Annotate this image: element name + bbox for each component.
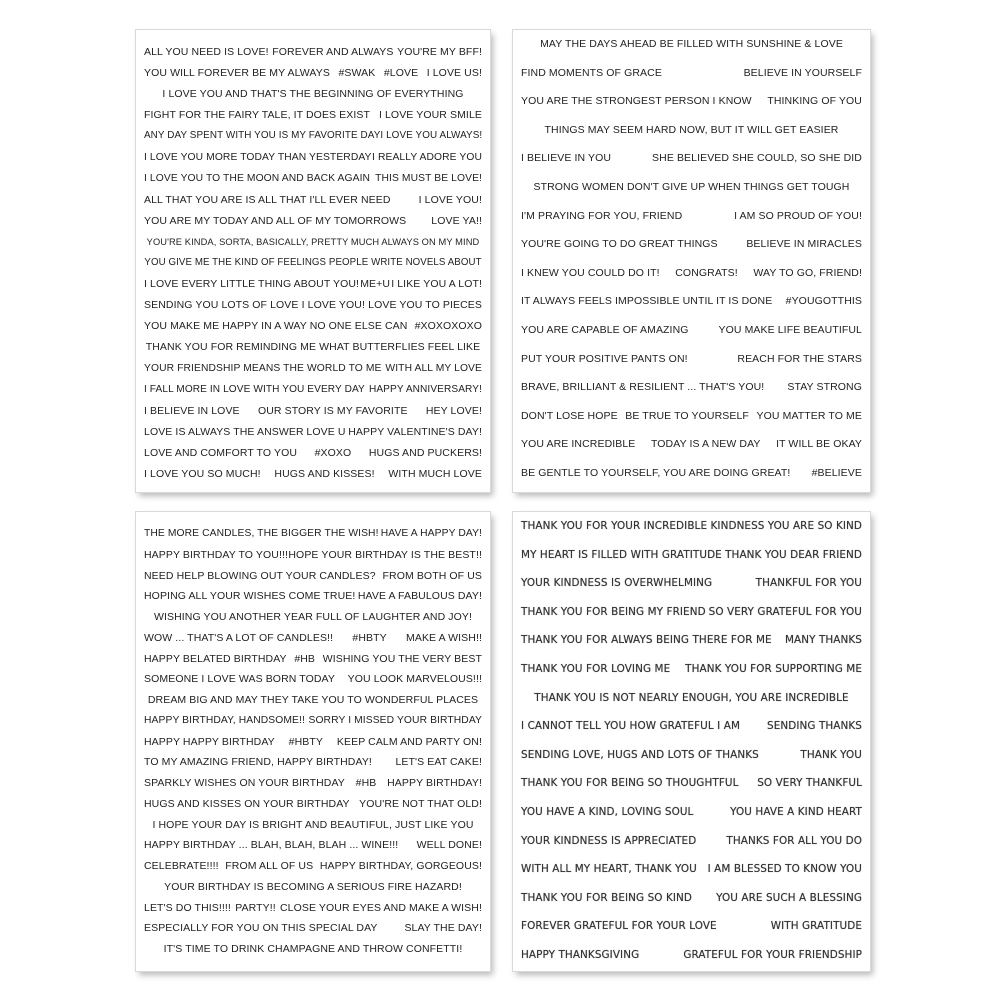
phrase-row — [144, 611, 482, 623]
phrase-row — [521, 124, 862, 136]
phrase-row — [521, 777, 862, 789]
phrase-list — [513, 512, 870, 971]
sticker-phrase: WITH ALL MY HEART, THANK YOU — [521, 863, 697, 876]
phrase-list — [513, 30, 870, 492]
sticker-phrase: I CANNOT TELL YOU HOW GRATEFUL I AM — [521, 720, 741, 733]
sticker-phrase: HAVE A HAPPY DAY! — [380, 528, 482, 539]
sticker-phrase: THANK YOU FOR BEING MY FRIEND — [521, 605, 706, 618]
phrase-row — [144, 860, 482, 872]
sticker-phrase: I LOVE YOU! — [418, 193, 482, 206]
phrase-row — [144, 528, 482, 540]
sticker-phrase: I FALL MORE IN LOVE WITH YOU EVERY DAY — [144, 383, 365, 395]
phrase-row — [521, 353, 862, 365]
sticker-phrase: YOUR BIRTHDAY IS BECOMING A SERIOUS FIRE HAZARD! — [164, 880, 462, 893]
sticker-phrase: WISHING YOU ANOTHER YEAR FULL OF LAUGHTER AND JOY! — [153, 611, 473, 623]
phrase-row — [144, 447, 482, 459]
sticker-phrase: SENDING YOU LOTS OF LOVE — [144, 299, 299, 312]
sticker-phrase: SO VERY THANKFUL — [757, 777, 862, 790]
phrase-row — [521, 267, 862, 279]
phrase-row — [521, 835, 862, 847]
sticker-phrase: #BELIEVE — [811, 467, 862, 479]
sticker-phrase: SPARKLY WISHES ON YOUR BIRTHDAY — [144, 777, 345, 789]
phrase-row — [144, 299, 482, 311]
phrase-row — [144, 236, 482, 248]
sticker-phrase: YOU MAKE ME HAPPY IN A WAY NO ONE ELSE CAN — [144, 320, 408, 333]
sticker-phrase: #HBTY — [288, 735, 324, 748]
sticker-phrase: LET'S EAT CAKE! — [395, 756, 482, 769]
sticker-phrase: ALL THAT YOU ARE IS ALL THAT I'LL EVER NEED — [144, 193, 391, 206]
sticker-phrase: I LOVE YOU SO MUCH! — [144, 468, 261, 480]
sticker-phrase: YOU ARE CAPABLE OF AMAZING — [521, 324, 689, 336]
phrase-row — [521, 806, 862, 818]
phrase-row — [144, 570, 482, 582]
sticker-phrase: I LOVE YOU AND THAT'S THE BEGINNING OF EVERYTHING — [162, 88, 464, 101]
sticker-phrase: HAPPY BIRTHDAY TO YOU!!! — [144, 548, 289, 561]
sticker-phrase: FIND MOMENTS OF GRACE — [521, 66, 662, 79]
phrase-row — [521, 467, 862, 479]
phrase-row — [521, 152, 862, 164]
sticker-phrase: STAY STRONG — [787, 381, 862, 394]
sticker-phrase: KEEP CALM AND PARTY ON! — [336, 735, 482, 748]
phrase-row — [144, 257, 482, 269]
sticker-phrase: MAY THE DAYS AHEAD BE FILLED WITH SUNSHINE & LOVE — [540, 38, 843, 50]
sticker-phrase: YOU LOOK MARVELOUS!!! — [347, 673, 482, 686]
phrase-row — [144, 363, 482, 375]
phrase-row — [144, 341, 482, 353]
sticker-phrase: SOMEONE I LOVE WAS BORN TODAY — [144, 673, 335, 686]
sticker-phrase: THANK YOU FOR ALWAYS BEING THERE FOR ME — [521, 634, 772, 647]
phrase-row — [521, 295, 862, 307]
sticker-phrase: BRAVE, BRILLIANT & RESILIENT ... THAT'S YOU! — [521, 381, 765, 394]
sticker-phrase: YOU ARE SO KIND — [767, 520, 862, 532]
sticker-phrase: WOW ... THAT'S A LOT OF CANDLES!! — [144, 631, 334, 644]
sticker-phrase: HAPPY BIRTHDAY, HANDSOME!! — [144, 714, 305, 726]
phrase-row — [144, 694, 482, 706]
sticker-phrase: OUR STORY IS MY FAVORITE — [257, 404, 408, 417]
phrase-row — [144, 881, 482, 893]
phrase-row — [144, 632, 482, 644]
sticker-phrase: YOU ARE SUCH A BLESSING — [716, 891, 862, 904]
sticker-phrase: IT ALWAYS FEELS IMPOSSIBLE UNTIL IT IS DONE — [521, 295, 773, 308]
phrase-row — [521, 663, 862, 675]
sticker-phrase: THANKFUL FOR YOU — [755, 577, 862, 590]
sticker-phrase: #LOVE — [383, 67, 419, 80]
sticker-phrase: THANK YOU FOR BEING SO KIND — [521, 891, 693, 904]
sticker-phrase: YOU'RE GOING TO DO GREAT THINGS — [521, 238, 718, 251]
sticker-phrase: WELL DONE! — [416, 839, 482, 852]
sticker-phrase: THIS MUST BE LOVE! — [375, 172, 482, 184]
sticker-phrase: SHE BELIEVED SHE COULD, SO SHE DID — [652, 152, 862, 165]
sticker-phrase: SLAY THE DAY! — [404, 922, 482, 935]
sticker-phrase: HAPPY HAPPY BIRTHDAY — [144, 735, 275, 748]
sticker-phrase: ANY DAY SPENT WITH YOU IS MY FAVORITE DAY — [144, 130, 381, 142]
phrase-row — [144, 278, 482, 290]
sticker-phrase: IT WILL BE OKAY — [776, 438, 862, 451]
sticker-phrase: YOU'RE KINDA, SORTA, BASICALLY, PRETTY MUCH ALWAYS ON MY MIND — [146, 236, 480, 247]
phrase-row — [144, 405, 482, 417]
phrase-row — [144, 215, 482, 227]
sticker-phrase: HAVE A FABULOUS DAY! — [357, 590, 482, 603]
sticker-phrase: I BELIEVE IN YOU — [521, 152, 612, 165]
sticker-phrase: I'M PRAYING FOR YOU, FRIEND — [521, 209, 683, 222]
phrase-row — [521, 438, 862, 450]
phrase-row — [144, 549, 482, 561]
phrase-row — [144, 819, 482, 831]
sticker-phrase: LOVE U — [306, 425, 346, 438]
sticker-phrase: THANK YOU DEAR FRIEND — [725, 548, 862, 561]
sticker-phrase: TO MY AMAZING FRIEND, HAPPY BIRTHDAY! — [144, 756, 372, 769]
phrase-row — [521, 634, 862, 646]
sticker-phrase: MANY THANKS — [784, 634, 862, 647]
sticker-phrase: I BELIEVE IN LOVE — [144, 404, 240, 417]
sticker-phrase: #XOXOXOXO — [414, 320, 482, 333]
sticker-phrase: ESPECIALLY FOR YOU ON THIS SPECIAL DAY — [144, 922, 378, 935]
sticker-phrase: SENDING THANKS — [767, 720, 862, 733]
sticker-phrase: YOU'RE MY BFF! — [397, 46, 482, 58]
sticker-phrase: THANK YOU FOR YOUR INCREDIBLE KINDNESS — [521, 520, 765, 532]
phrase-list — [136, 30, 490, 492]
sticker-phrase: HAPPY THANKSGIVING — [521, 949, 640, 961]
sticker-phrase: I LOVE YOUR SMILE — [378, 109, 482, 122]
phrase-row — [144, 88, 482, 100]
phrase-row — [521, 410, 862, 422]
phrase-row — [144, 194, 482, 206]
sticker-phrase: NEED HELP BLOWING OUT YOUR CANDLES? — [144, 569, 376, 582]
sticker-phrase: YOU MATTER TO ME — [756, 409, 862, 422]
sticker-phrase: THANKS FOR ALL YOU DO — [726, 834, 862, 847]
phrase-row — [144, 152, 482, 164]
sticker-phrase: I HOPE YOUR DAY IS BRIGHT AND BEAUTIFUL, JUST LIKE YOU — [152, 818, 474, 831]
sticker-phrase: WITH MUCH LOVE — [388, 468, 482, 480]
phrase-row — [144, 130, 482, 142]
phrase-row — [144, 384, 482, 396]
sticker-phrase: STRONG WOMEN DON'T GIVE UP WHEN THINGS GET TOUGH — [533, 181, 850, 193]
phrase-row — [521, 38, 862, 50]
phrase-row — [521, 381, 862, 393]
phrase-row — [144, 798, 482, 810]
sticker-phrase: I LOVE YOU ALWAYS! — [380, 130, 483, 142]
phrase-row — [521, 720, 862, 732]
sticker-phrase: HUGS AND KISSES! — [274, 468, 375, 480]
sticker-phrase: THANK YOU FOR SUPPORTING ME — [685, 663, 862, 675]
sticker-phrase: YOU ARE THE STRONGEST PERSON I KNOW — [521, 95, 752, 108]
sticker-phrase: ALL YOU NEED IS LOVE! — [144, 46, 269, 58]
sticker-phrase: YOU'RE NOT THAT OLD! — [359, 797, 482, 810]
sticker-phrase: FROM BOTH OF US — [382, 569, 482, 582]
sticker-phrase: HAPPY BELATED BIRTHDAY — [144, 652, 287, 665]
sticker-phrase: IT'S TIME TO DRINK CHAMPAGNE AND THROW CONFETTI! — [163, 943, 463, 955]
sticker-phrase: YOU HAVE A KIND, LOVING SOUL — [521, 806, 694, 818]
phrase-row — [521, 920, 862, 932]
sticker-phrase: I LIKE YOU A LOT! — [391, 278, 482, 291]
sticker-phrase: WITH ALL MY LOVE — [385, 362, 482, 374]
sticker-phrase: WAY TO GO, FRIEND! — [753, 266, 862, 279]
sticker-phrase: GRATEFUL FOR YOUR FRIENDSHIP — [683, 949, 862, 961]
phrase-row — [521, 181, 862, 193]
sticker-phrase: I LOVE YOU MORE TODAY THAN YESTERDAY — [144, 151, 372, 163]
sticker-phrase: THANK YOU — [800, 748, 862, 761]
sticker-phrase: FOREVER AND ALWAYS — [272, 46, 394, 58]
sticker-phrase: #SWAK — [338, 67, 376, 80]
sticker-phrase: CONGRATS! — [675, 266, 738, 279]
phrase-row — [144, 320, 482, 332]
sticker-phrase: THINGS MAY SEEM HARD NOW, BUT IT WILL GET EASIER — [544, 123, 839, 136]
phrase-row — [144, 653, 482, 665]
sticker-sheet-birthday — [136, 512, 490, 971]
sticker-phrase: TODAY IS A NEW DAY — [650, 438, 761, 451]
sticker-phrase: BELIEVE IN YOURSELF — [743, 66, 862, 79]
phrase-row — [521, 949, 862, 961]
sticker-phrase: LOVE IS ALWAYS THE ANSWER — [144, 425, 304, 438]
phrase-row — [144, 468, 482, 480]
sticker-phrase: SO VERY GRATEFUL FOR YOU — [708, 605, 862, 618]
sticker-phrase: YOU ARE INCREDIBLE — [521, 438, 636, 451]
phrase-row — [521, 692, 862, 704]
sticker-phrase: FROM ALL OF US — [225, 860, 314, 872]
sticker-phrase: DON'T LOSE HOPE — [521, 409, 618, 422]
sticker-phrase: YOU WILL FOREVER BE MY ALWAYS — [144, 67, 330, 80]
phrase-row — [521, 892, 862, 904]
sticker-phrase: MAKE A WISH!! — [406, 631, 482, 644]
phrase-row — [144, 777, 482, 789]
sticker-phrase: BE TRUE TO YOURSELF — [625, 409, 749, 422]
phrase-row — [144, 46, 482, 58]
phrase-row — [144, 426, 482, 438]
sticker-phrase: WISHING YOU THE VERY BEST — [322, 652, 482, 665]
sticker-phrase: HAPPY BIRTHDAY, GORGEOUS! — [319, 860, 482, 872]
phrase-row — [144, 902, 482, 914]
phrase-row — [144, 590, 482, 602]
phrase-row — [144, 173, 482, 185]
sticker-phrase: I KNEW YOU COULD DO IT! — [521, 266, 660, 279]
sticker-phrase: THANK YOU FOR LOVING ME — [521, 663, 671, 675]
phrase-row — [521, 210, 862, 222]
sticker-phrase: #HB — [294, 652, 316, 665]
phrase-row — [521, 520, 862, 532]
sticker-phrase: YOU ARE MY TODAY AND ALL OF MY TOMORROWS — [144, 214, 407, 227]
phrase-row — [521, 749, 862, 761]
phrase-row — [144, 673, 482, 685]
sticker-sheet-encouragement — [513, 30, 870, 492]
sticker-phrase: CELEBRATE!!!! — [144, 860, 219, 872]
phrase-row — [144, 736, 482, 748]
sticker-phrase: THANK YOU FOR BEING SO THOUGHTFUL — [521, 777, 739, 790]
phrase-row — [521, 577, 862, 589]
sticker-phrase: I AM SO PROUD OF YOU! — [734, 209, 862, 222]
phrase-row — [521, 95, 862, 107]
sticker-phrase: YOUR FRIENDSHIP MEANS THE WORLD TO ME — [144, 362, 382, 374]
phrase-row — [144, 109, 482, 121]
sticker-phrase: I REALLY ADORE YOU — [372, 151, 482, 163]
sticker-phrase: I LOVE YOU! — [301, 299, 365, 312]
sticker-phrase: HEY LOVE! — [425, 404, 482, 417]
sticker-phrase: THANK YOU IS NOT NEARLY ENOUGH, YOU ARE INCREDIBLE — [534, 691, 849, 704]
sticker-phrase: #XOXO — [314, 446, 352, 459]
sticker-phrase: I LOVE YOU TO THE MOON AND BACK AGAIN — [144, 172, 371, 184]
phrase-row — [144, 839, 482, 851]
sticker-phrase: YOU HAVE A KIND HEART — [730, 806, 862, 818]
sticker-phrase: BELIEVE IN MIRACLES — [746, 238, 862, 251]
sticker-phrase: REACH FOR THE STARS — [737, 352, 862, 365]
sticker-phrase: PUT YOUR POSITIVE PANTS ON! — [521, 352, 688, 365]
sticker-phrase: LET'S DO THIS!!!! — [144, 901, 231, 914]
sticker-phrase: HAPPY BIRTHDAY! — [387, 777, 482, 789]
sticker-phrase: HOPING ALL YOUR WISHES COME TRUE! — [144, 590, 356, 603]
sticker-phrase: YOU MAKE LIFE BEAUTIFUL — [718, 324, 862, 336]
phrase-row — [521, 324, 862, 336]
sticker-phrase: THE MORE CANDLES, THE BIGGER THE WISH! — [144, 528, 379, 539]
phrase-row — [521, 238, 862, 250]
phrase-row — [144, 756, 482, 768]
phrase-list — [136, 512, 490, 971]
sticker-phrase: THINKING OF YOU — [767, 95, 862, 108]
sticker-phrase: BE GENTLE TO YOURSELF, YOU ARE DOING GREAT! — [521, 467, 791, 479]
sticker-sheet-love — [136, 30, 490, 492]
phrase-row — [521, 606, 862, 618]
sticker-phrase: YOU GIVE ME THE KIND OF FEELINGS PEOPLE WRITE NOVELS ABOUT — [144, 257, 482, 268]
sticker-phrase: HUGS AND PUCKERS! — [368, 446, 482, 459]
sticker-phrase: #HB — [355, 777, 377, 789]
sticker-phrase: YOUR KINDNESS IS OVERWHELMING — [521, 577, 713, 590]
sticker-phrase: HOPE YOUR BIRTHDAY IS THE BEST!! — [288, 548, 482, 561]
sticker-phrase: LOVE YA!! — [431, 214, 482, 227]
sticker-sheet-thanks — [513, 512, 870, 971]
sticker-phrase: DREAM BIG AND MAY THEY TAKE YOU TO WONDERFUL PLACES — [147, 694, 479, 706]
sticker-phrase: ME+U — [360, 278, 391, 291]
sticker-phrase: SORRY I MISSED YOUR BIRTHDAY — [308, 714, 482, 726]
sticker-phrase: CLOSE YOUR EYES AND MAKE A WISH! — [280, 901, 482, 914]
phrase-row — [144, 922, 482, 934]
sticker-phrase: THANK YOU FOR REMINDING ME WHAT BUTTERFLIES FEEL LIKE — [145, 341, 481, 354]
sticker-phrase: FOREVER GRATEFUL FOR YOUR LOVE — [521, 920, 717, 933]
sticker-phrase: #HBTY — [352, 631, 387, 644]
phrase-row — [144, 943, 482, 955]
sticker-phrase: YOUR KINDNESS IS APPRECIATED — [521, 834, 697, 847]
phrase-row — [144, 67, 482, 79]
phrase-row — [521, 863, 862, 875]
sticker-phrase: WITH GRATITUDE — [770, 920, 862, 933]
sticker-phrase: I AM BLESSED TO KNOW YOU — [707, 863, 862, 876]
sticker-phrase: HAPPY ANNIVERSARY! — [368, 383, 482, 395]
sticker-phrase: HAPPY VALENTINE'S DAY! — [348, 425, 482, 438]
sticker-phrase: LOVE YOU TO PIECES — [368, 299, 482, 312]
sticker-phrase: SENDING LOVE, HUGS AND LOTS OF THANKS — [521, 748, 759, 761]
sticker-phrase: LOVE AND COMFORT TO YOU — [144, 446, 298, 459]
sticker-phrase: #YOUGOTTHIS — [785, 295, 862, 308]
sticker-phrase: FIGHT FOR THE FAIRY TALE, IT DOES EXIST — [144, 109, 371, 122]
phrase-row — [144, 715, 482, 727]
phrase-row — [521, 549, 862, 561]
sticker-phrase: I LOVE EVERY LITTLE THING ABOUT YOU! — [144, 278, 360, 291]
sticker-phrase: I LOVE US! — [426, 67, 482, 80]
sticker-phrase: MY HEART IS FILLED WITH GRATITUDE — [521, 548, 722, 561]
sticker-phrase: HUGS AND KISSES ON YOUR BIRTHDAY — [144, 797, 350, 810]
phrase-row — [521, 67, 862, 79]
sticker-phrase: HAPPY BIRTHDAY ... BLAH, BLAH, BLAH ... WINE!!! — [144, 839, 399, 852]
sticker-phrase: PARTY!! — [235, 901, 276, 914]
